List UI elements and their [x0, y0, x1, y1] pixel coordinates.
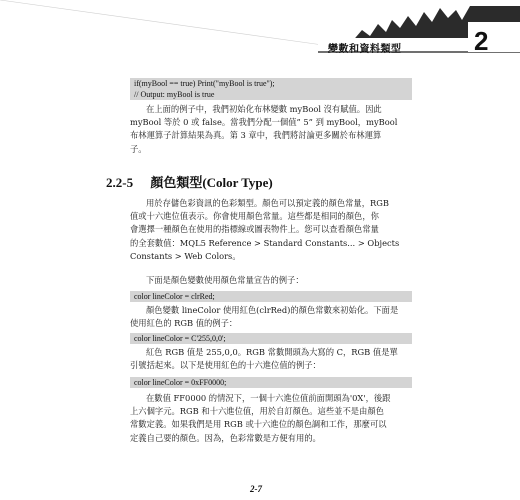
section-heading: [106, 172, 273, 191]
text-line: 布林運算子計算結果為真。第 3 章中，我們將討論更多關於布林運算: [130, 130, 382, 141]
code-block: [130, 377, 412, 388]
section-number: 2.2-5: [106, 175, 134, 190]
chapter-title: 變數和資料類型: [328, 44, 402, 55]
code-line: color lineColor = C'255,0,0';: [134, 334, 226, 343]
section-title: 顏色類型(Color Type): [150, 175, 273, 190]
text-line: 用於存儲色彩資訊的色彩類型。顏色可以預定義的顏色常量，RGB: [146, 198, 389, 208]
paragraph: [130, 103, 412, 156]
paragraph: [130, 274, 412, 287]
paragraph: [130, 392, 412, 445]
code-line: // Output: myBool is true: [134, 90, 215, 99]
text-line: 下面是顏色變數使用顏色常量宣告的例子：: [146, 275, 304, 285]
text-line: 常數定義。如果我們是用 RGB 或十六進位的顏色調和工作，那麼可以: [130, 419, 387, 430]
text-line: Constants > Web Colors。: [130, 250, 241, 261]
chapter-number: 2: [474, 26, 489, 56]
text-line: 上六個字元。RGB 和十六進位值，用於自訂顏色。這些並不是由顏色: [130, 406, 384, 417]
text-line: 定義自己要的顏色。因為，色彩常數是方便有用的。: [130, 432, 321, 443]
code-block: [130, 78, 412, 100]
text-line: 在上面的例子中，我們初始化布林變數 myBool 沒有賦值。因此: [146, 104, 382, 114]
text-line: 使用紅色的 RGB 值的例子：: [130, 318, 238, 329]
chapter-header: [0, 0, 520, 62]
code-line: color lineColor = 0xFF0000;: [134, 378, 227, 387]
header-decoration: [0, 0, 520, 62]
code-line: color lineColor = clrRed;: [134, 292, 215, 301]
text-line: 顏色變數 lineColor 使用紅色(clrRed)的顏色常數來初始化。下面是: [146, 305, 399, 315]
code-block: [130, 291, 412, 302]
text-line: 引號括起來。以下是使用紅色的十六進位值的例子：: [130, 360, 321, 371]
text-line: 子。: [130, 143, 147, 154]
paragraph: [130, 346, 412, 372]
code-line: if(myBool == true) Print("myBool is true");: [134, 79, 275, 88]
text-line: 值或十六進位值表示。你會使用顏色常量。這些都是相同的顏色，你: [130, 211, 379, 222]
text-line: myBool 等於 0 或 false。當我們分配一個值” 5” 到 myBool，myBool: [130, 117, 398, 128]
paragraph: [130, 304, 412, 330]
text-line: 紅色 RGB 值是 255,0,0。RGB 常數開頭為大寫的 C，RGB 值是單: [146, 347, 398, 357]
code-block: [130, 333, 412, 344]
text-line: 會選擇一種顏色在使用的指標線或圖表物件上。您可以查看顏色常量: [130, 224, 379, 235]
paragraph: [130, 197, 412, 263]
page-number: 2-7: [250, 484, 262, 494]
text-line: 在數值 FF0000 的情況下，一個十六進位值前面開頭為'0X'，後跟: [146, 393, 391, 403]
text-line: 的全套數值：MQL5 Reference > Standard Constants... > Objects: [130, 237, 400, 248]
